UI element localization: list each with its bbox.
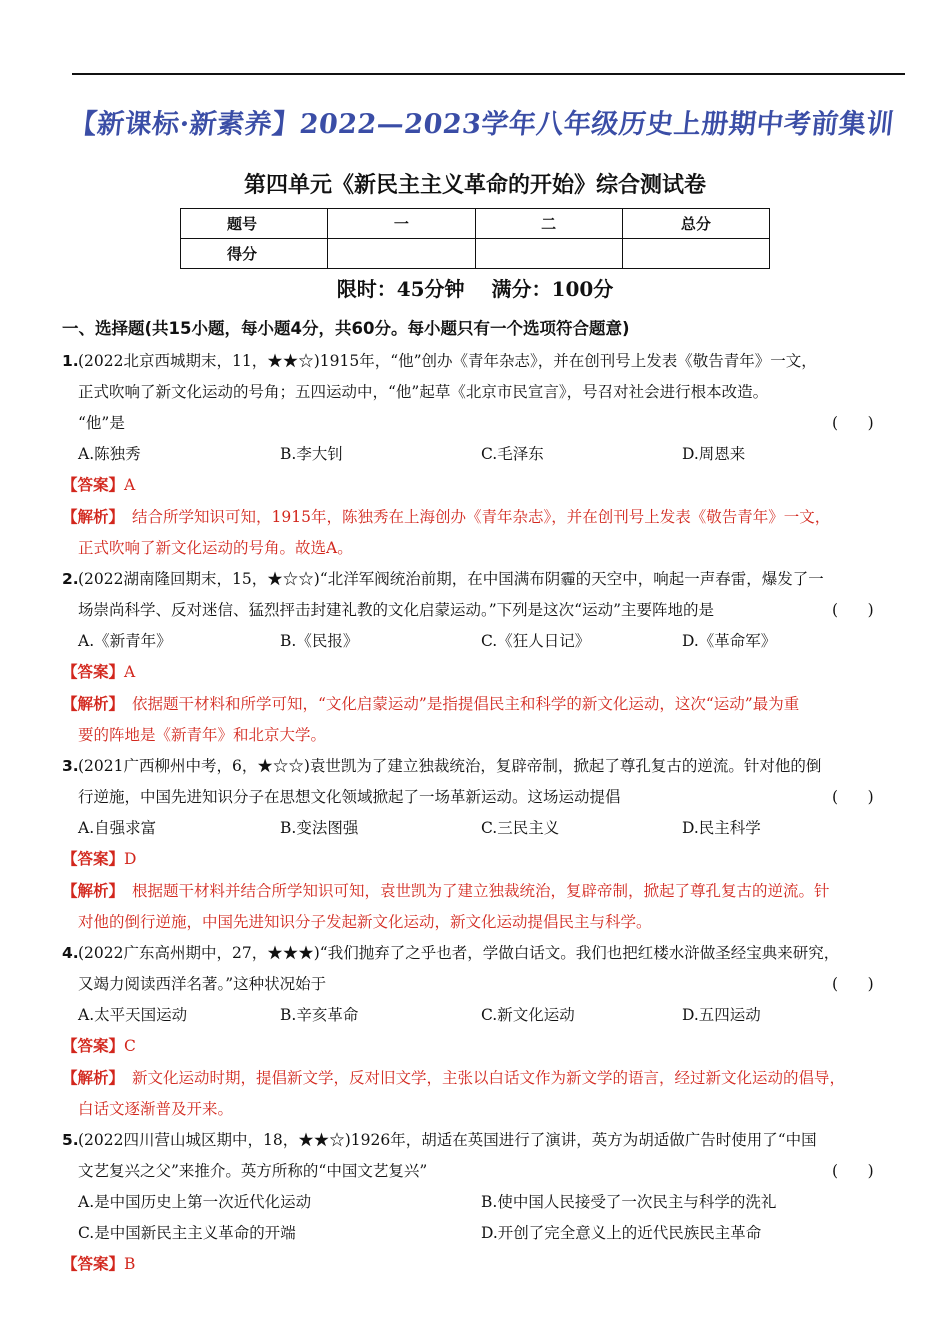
answer-tag: 【答案】: [62, 476, 125, 494]
score-cell: [328, 239, 475, 269]
question-number: 4.: [62, 944, 79, 962]
score-row-label: 得分: [181, 239, 328, 269]
answer-line: [62, 1254, 135, 1274]
analysis-text: 依据题干材料和所学可知，“文化启蒙运动”是指提倡民主和科学的新文化运动，这次“运动”最为重: [132, 695, 800, 713]
answer-line: [62, 1036, 136, 1056]
answer-tag: 【答案】: [62, 850, 125, 868]
time-limit: 限时：45分钟: [336, 277, 465, 301]
limits: [0, 273, 950, 302]
analysis-text: 结合所学知识可知，1915年，陈独秀在上海创办《青年杂志》，并在创刊号上发表《敬告青年》一文，: [132, 508, 831, 526]
option: A.是中国历史上第一次近代化运动: [78, 1193, 312, 1211]
analysis-text: 白话文逐渐普及开来。: [78, 1100, 234, 1118]
series-banner: 【新课标·新素养】2022—2023学年八年级历史上册期中考前集训: [68, 109, 896, 140]
top-rule: [72, 73, 905, 75]
answer-value: B: [124, 1255, 136, 1273]
question-text: 场崇尚科学、反对迷信、猛烈抨击封建礼教的文化启蒙运动。”下列是这次“运动”主要阵地的是: [78, 601, 715, 619]
option: C.《狂人日记》: [481, 632, 591, 650]
question-text: (2022北京西城期末，11，★★☆)1915年，“他”创办《青年杂志》，并在创刊号上发表《敬告青年》一文，: [78, 352, 817, 370]
question-number: 3.: [62, 757, 79, 775]
option: C.三民主义: [481, 819, 560, 837]
option: A.陈独秀: [78, 445, 141, 463]
option: A.自强求富: [78, 819, 157, 837]
option: D.开创了完全意义上的近代民族民主革命: [481, 1224, 762, 1242]
analysis-tag: 【解析】: [62, 882, 125, 900]
question-text: (2021广西柳州中考，6，★☆☆)袁世凯为了建立独裁统治，复辟帝制，掀起了尊孔复古的逆流。针对他的倒: [78, 757, 822, 775]
answer-value: A: [124, 476, 136, 494]
answer-line: [62, 475, 135, 495]
score-cell: [475, 239, 622, 269]
score-row: [181, 239, 770, 269]
question-text: 正式吹响了新文化运动的号角；五四运动中，“他”起草《北京市民宣言》，号召对社会进行根本改造。: [78, 383, 769, 401]
analysis-tag: 【解析】: [62, 695, 125, 713]
question-text: 又竭力阅读西洋名著。”这种状况始于: [78, 975, 327, 993]
option: B.变法图强: [280, 819, 359, 837]
analysis-text: 正式吹响了新文化运动的号角。故选A。: [78, 539, 353, 557]
answer-tag: 【答案】: [62, 663, 125, 681]
answer-value: A: [124, 663, 136, 681]
answer-value: C: [124, 1037, 136, 1055]
answer-blank: ( ): [832, 414, 874, 432]
section-heading: 一、选择题(共15小题，每小题4分，共60分。每小题只有一个选项符合题意): [62, 319, 630, 338]
answer-blank: ( ): [832, 1162, 874, 1180]
option: D.民主科学: [682, 819, 761, 837]
score-header-cell: 总分: [622, 209, 769, 239]
score-cell: [622, 239, 769, 269]
answer-value: D: [124, 850, 137, 868]
question-text: “他”是: [78, 414, 125, 432]
answer-tag: 【答案】: [62, 1037, 125, 1055]
page-title: 第四单元《新民主主义革命的开始》综合测试卷: [243, 173, 706, 198]
score-header-cell: 一: [328, 209, 475, 239]
question-number: 1.: [62, 352, 79, 370]
option: B.辛亥革命: [280, 1006, 359, 1024]
answer-tag: 【答案】: [62, 1255, 125, 1273]
analysis-text: 要的阵地是《新青年》和北京大学。: [78, 726, 327, 744]
answer-blank: ( ): [832, 601, 874, 619]
option: A.太平天国运动: [78, 1006, 188, 1024]
answer-blank: ( ): [832, 788, 874, 806]
option: C.毛泽东: [481, 445, 544, 463]
option: C.新文化运动: [481, 1006, 575, 1024]
option: D.《革命军》: [682, 632, 777, 650]
option: C.是中国新民主主义革命的开端: [78, 1224, 296, 1242]
question-number: 5.: [62, 1131, 79, 1149]
score-header-row: [181, 209, 770, 239]
full-score: 满分：100分: [491, 277, 614, 301]
analysis-text: 对他的倒行逆施，中国先进知识分子发起新文化运动，新文化运动提倡民主与科学。: [78, 913, 652, 931]
analysis-tag: 【解析】: [62, 508, 125, 526]
analysis-tag: 【解析】: [62, 1069, 125, 1087]
question-text: (2022湖南隆回期末，15，★☆☆)“北洋军阀统治前期，在中国满布阴霾的天空中，响起一声春雷，爆发了一: [78, 570, 824, 588]
option: B.《民报》: [280, 632, 359, 650]
answer-blank: ( ): [832, 975, 874, 993]
score-header-cell: 题号: [181, 209, 328, 239]
option: B.使中国人民接受了一次民主与科学的洗礼: [481, 1193, 777, 1211]
question-number: 2.: [62, 570, 79, 588]
option: A.《新青年》: [78, 632, 172, 650]
option: B.李大钊: [280, 445, 343, 463]
answer-line: [62, 662, 135, 682]
question-text: 文艺复兴之父”来推介。英方所称的“中国文艺复兴”: [78, 1162, 428, 1180]
question-text: (2022广东高州期中，27，★★★)“我们抛弃了之乎也者，学做白话文。我们也把红楼水浒做圣经宝典来研究，: [78, 944, 840, 962]
analysis-text: 新文化运动时期，提倡新文学，反对旧文学，主张以白话文作为新文学的语言，经过新文化运动的倡导，: [132, 1069, 846, 1087]
answer-line: [62, 849, 136, 869]
score-table: [180, 208, 770, 269]
score-header-cell: 二: [475, 209, 622, 239]
analysis-text: 根据题干材料并结合所学知识可知，袁世凯为了建立独裁统治，复辟帝制，掀起了尊孔复古的逆流。针: [132, 882, 830, 900]
question-text: 行逆施，中国先进知识分子在思想文化领域掀起了一场革新运动。这场运动提倡: [78, 788, 621, 806]
option: D.五四运动: [682, 1006, 761, 1024]
option: D.周恩来: [682, 445, 746, 463]
question-text: (2022四川营山城区期中，18，★★☆)1926年，胡适在英国进行了演讲，英方为胡适做广告时使用了“中国: [78, 1131, 817, 1149]
